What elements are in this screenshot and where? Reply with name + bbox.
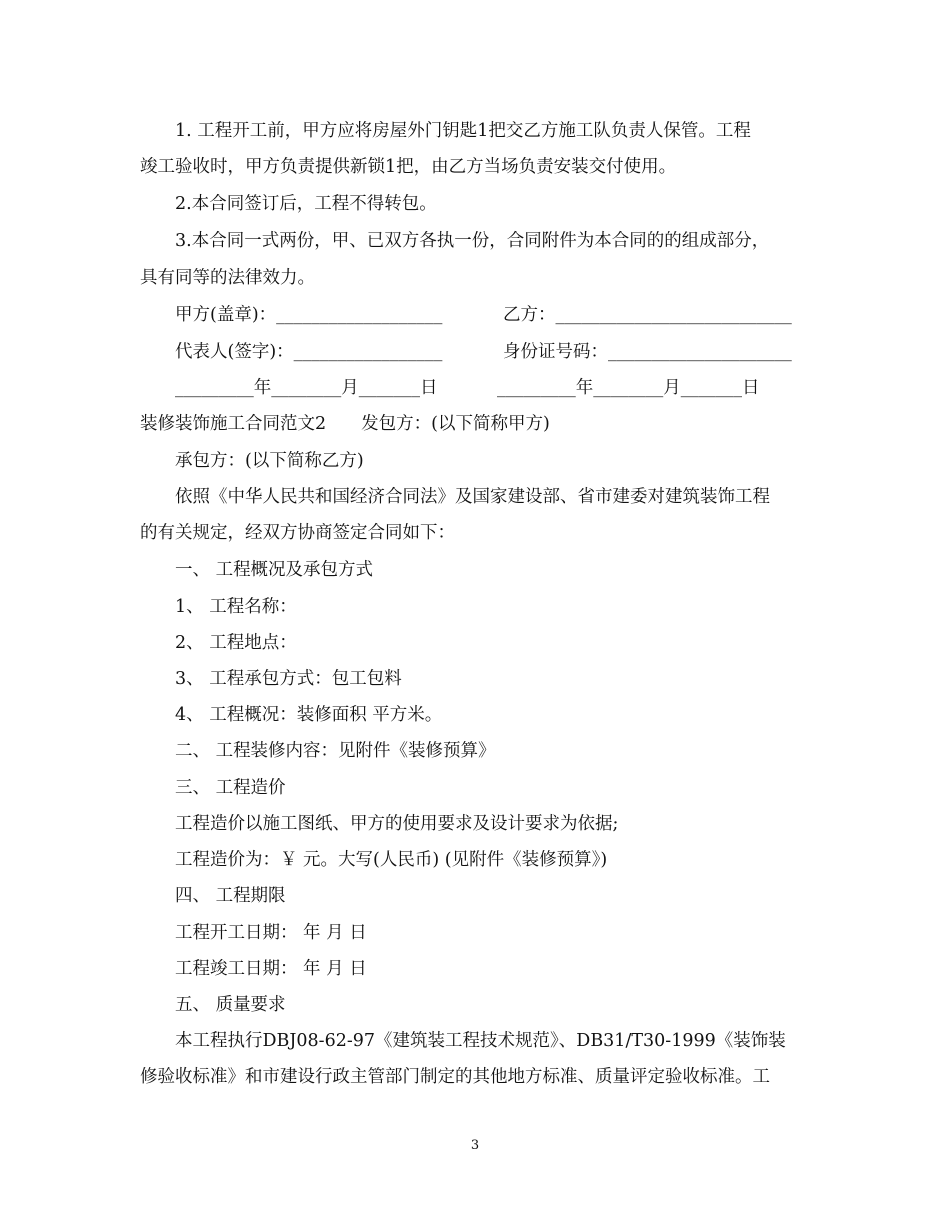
price-amount-line: 工程造价为：￥ 元。大写(人民币) (见附件《装修预算》)	[175, 850, 608, 870]
page-number: 3	[470, 1138, 480, 1153]
item-contract-method: 3、 工程承包方式：包工包料	[175, 669, 402, 689]
item-project-overview: 4、 工程概况：装修面积 平方米。	[175, 705, 443, 725]
basis-line-2: 的有关规定，经双方协商签定合同如下：	[140, 523, 455, 543]
section-5-heading: 五、 质量要求	[175, 995, 286, 1015]
start-date-line: 工程开工日期： 年 月 日	[175, 923, 367, 943]
date-field-b: _________年________月_______日	[497, 378, 760, 398]
quality-line-1: 本工程执行DBJ08-62-97《建筑装工程技术规范》、DB31/T30-1999《装饰装	[175, 1031, 786, 1051]
paragraph-1-line-2: 竣工验收时，甲方负责提供新锁1把，由乙方当场负责安装交付使用。	[140, 157, 677, 177]
contractor-line: 承包方：(以下简称乙方)	[175, 451, 364, 471]
party-a-seal-field: 甲方(盖章)：___________________	[175, 305, 443, 325]
section-1-heading: 一、 工程概况及承包方式	[175, 560, 374, 580]
date-field-a: _________年________月_______日	[175, 378, 438, 398]
id-number-field: 身份证号码：_____________________	[503, 342, 792, 362]
section-4-heading: 四、 工程期限	[175, 886, 286, 906]
section-2-heading: 二、 工程装修内容：见附件《装修预算》	[175, 741, 496, 761]
paragraph-1-line-1: 1. 工程开工前，甲方应将房屋外门钥匙1把交乙方施工队负责人保管。工程	[175, 121, 751, 141]
basis-line-1: 依照《中华人民共和国经济合同法》及国家建设部、省市建委对建筑装饰工程	[175, 487, 770, 507]
quality-line-2: 修验收标准》和市建设行政主管部门制定的其他地方标准、质量评定验收标准。工	[140, 1067, 770, 1087]
price-basis-line: 工程造价以施工图纸、甲方的使用要求及设计要求为依据;	[175, 814, 619, 834]
paragraph-3-line-2: 具有同等的法律效力。	[140, 268, 315, 288]
end-date-line: 工程竣工日期： 年 月 日	[175, 959, 367, 979]
paragraph-2: 2.本合同签订后，工程不得转包。	[175, 194, 437, 214]
contract-title-line: 装修装饰施工合同范文2 发包方：(以下简称甲方)	[140, 414, 550, 434]
section-3-heading: 三、 工程造价	[175, 778, 286, 798]
item-project-name: 1、 工程名称：	[175, 597, 297, 617]
representative-signature-field: 代表人(签字)：_________________	[175, 342, 443, 362]
item-project-location: 2、 工程地点：	[175, 633, 297, 653]
paragraph-3-line-1: 3.本合同一式两份，甲、已双方各执一份，合同附件为本合同的的组成部分，	[175, 231, 770, 251]
party-b-field: 乙方：___________________________	[503, 305, 792, 325]
